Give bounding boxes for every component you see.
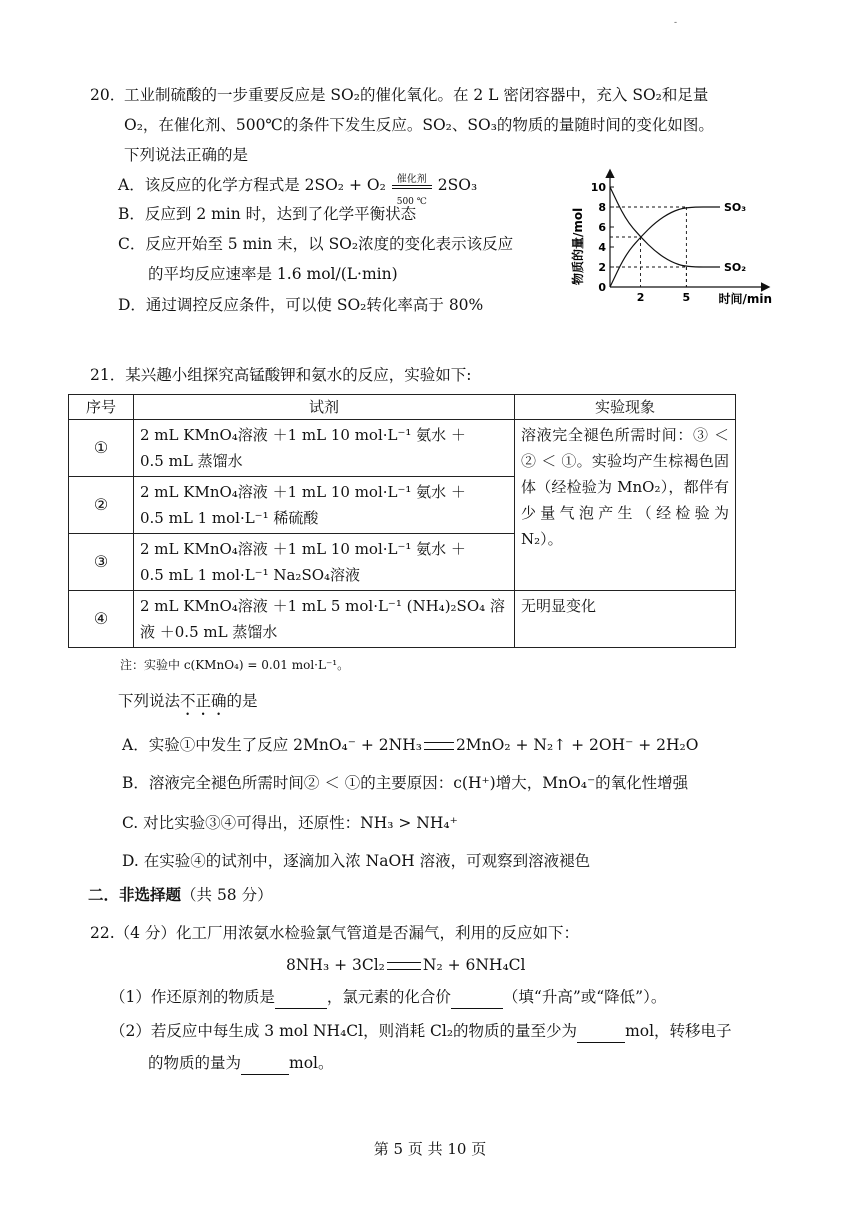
row-number: ①: [69, 420, 134, 477]
catalyst-label: 催化剂: [396, 174, 427, 185]
y-tick-label: 8: [598, 201, 606, 214]
y-tick-label: 10: [590, 181, 606, 194]
answer-blank[interactable]: [241, 1052, 289, 1075]
x-tick-label: 2: [636, 291, 645, 304]
q21-ask-pre: 下列说法: [118, 692, 181, 710]
y-tick-label: 0: [598, 281, 606, 294]
q21-ask-post: 的是: [226, 692, 258, 710]
series-label: SO₂: [724, 261, 747, 274]
q22-part-2-a: （2）若反应中每生成 3 mol NH₄Cl，则消耗 Cl₂的物质的量至少为: [110, 1022, 578, 1040]
q22-part-2-cont: [148, 1052, 334, 1075]
reagent-cell: [134, 591, 515, 648]
answer-blank[interactable]: [451, 986, 503, 1009]
q21-option-c: C. 对比实验③④可得出，还原性：NH₃ > NH₄⁺: [122, 814, 458, 832]
q22-eq-left: 8NH₃ + 3Cl₂: [286, 956, 385, 974]
q21-option-a: [122, 734, 698, 756]
table-note: 注：实验中 c(KMnO₄) = 0.01 mol·L⁻¹。: [120, 658, 350, 672]
phenomenon-cell-4: 无明显变化: [515, 591, 736, 648]
q22-part-1: [110, 986, 666, 1009]
page-footer: 第 5 页 共 10 页: [373, 1140, 487, 1158]
q21-option-a-pre: A．实验①中发生了反应 2MnO₄⁻ + 2NH₃: [122, 736, 422, 754]
header-reagent: 试剂: [134, 395, 515, 420]
header-phenomenon: 实验现象: [515, 395, 736, 420]
q20-option-d: D．通过调控反应条件，可以使 SO₂转化率高于 80%: [118, 296, 484, 314]
x-axis-label: 时间/min: [718, 292, 772, 306]
experiment-table: [68, 394, 736, 648]
q21-option-a-post: 2MnO₂ + N₂↑ + 2OH⁻ + 2H₂O: [455, 736, 699, 754]
q21-option-d: D. 在实验④的试剂中，逐滴加入浓 NaOH 溶液，可观察到溶液褪色: [122, 852, 591, 870]
q22-part-1-b: ，氯元素的化合价: [326, 988, 451, 1006]
q20-option-a: [118, 174, 478, 207]
reagent-cell: [134, 534, 515, 591]
q20-number: 20．: [90, 86, 126, 104]
q20-option-a-suffix: 2SO₃: [437, 176, 478, 194]
temperature-label: 500 ℃: [396, 197, 427, 207]
q20-option-b: B．反应到 2 min 时，达到了化学平衡状态: [118, 205, 417, 223]
q22-equation: [286, 954, 525, 976]
q22-part-1-c: （填“升高”或“降低”）。: [502, 988, 667, 1006]
q22-part-1-a: （1）作还原剂的物质是: [110, 988, 275, 1006]
equals-sign: [387, 962, 421, 970]
row-number: ②: [69, 477, 134, 534]
q21-stem: 21．某兴趣小组探究高锰酸钾和氨水的反应，实验如下:: [90, 366, 472, 384]
answer-blank[interactable]: [577, 1020, 625, 1043]
q22-stem: 22.（4 分）化工厂用浓氨水检验氯气管道是否漏气，利用的反应如下：: [90, 924, 579, 942]
reagent-line: 0.5 mL 蒸馏水: [140, 452, 243, 470]
q20-stem-line2: O₂，在催化剂、500℃的条件下发生反应。SO₂、SO₃的物质的量随时间的变化如图。: [124, 116, 714, 134]
row-number: ③: [69, 534, 134, 591]
reagent-cell: [134, 420, 515, 477]
answer-blank[interactable]: [275, 986, 327, 1009]
reagent-line: 2 mL KMnO₄溶液 ＋1 mL 5 mol·L⁻¹ (NH₄)₂SO₄ 溶: [140, 597, 505, 615]
reagent-cell: [134, 477, 515, 534]
section-2-score: （共 58 分）: [181, 886, 273, 904]
reagent-line: 0.5 mL 1 mol·L⁻¹ Na₂SO₄溶液: [140, 566, 361, 584]
reagent-line: 2 mL KMnO₄溶液 ＋1 mL 10 mol·L⁻¹ 氨水 ＋: [140, 483, 466, 501]
y-axis-label: 物质的量/mol: [571, 207, 585, 285]
so2-so3-chart: [562, 162, 792, 312]
q20-option-c-line1: C．反应开始至 5 min 末，以 SO₂浓度的变化表示该反应: [118, 235, 514, 253]
q21-option-b: B．溶液完全褪色所需时间② ＜ ①的主要原因：c(H⁺)增大，MnO₄⁻的氧化性增强: [122, 774, 689, 792]
q22-eq-right: N₂ + 6NH₄Cl: [422, 956, 526, 974]
q20-stem-line3: 下列说法正确的是: [124, 146, 249, 164]
q21-ask-emphasis: 不正确: [180, 692, 227, 710]
reagent-line: 0.5 mL 1 mol·L⁻¹ 稀硫酸: [140, 509, 319, 527]
y-tick-label: 6: [598, 221, 606, 234]
section-2-heading: [88, 884, 273, 906]
q22-part-2-d: mol。: [289, 1054, 334, 1072]
q21-ask: [118, 690, 258, 719]
series-label: SO₃: [724, 201, 747, 214]
q20-stem-line1: 工业制硫酸的一步重要反应是 SO₂的催化氧化。在 2 L 密闭容器中，充入 SO₂和足量: [124, 86, 709, 104]
row-number: ④: [69, 591, 134, 648]
chart-reference-lines: [610, 207, 686, 287]
q22-part-2-b: mol，转移电子: [625, 1022, 732, 1040]
header-number: 序号: [69, 395, 134, 420]
q20-option-a-prefix: A．该反应的化学方程式是 2SO₂ + O₂: [118, 176, 386, 194]
q20-option-c-line2: 的平均反应速率是 1.6 mol/(L·min): [148, 265, 398, 283]
reagent-line: 2 mL KMnO₄溶液 ＋1 mL 10 mol·L⁻¹ 氨水 ＋: [140, 426, 466, 444]
reagent-line: 液 ＋0.5 mL 蒸馏水: [140, 623, 278, 641]
section-2-title: 二．非选择题: [88, 885, 182, 904]
table-header-row: [69, 395, 736, 420]
phenomenon-cell-1-3: 溶液完全褪色所需时间：③ ＜ ② ＜ ①。实验均产生棕褐色固体（经检验为 MnO₂），都伴有少量气泡产生（经检验为 N₂）。: [515, 420, 736, 591]
y-tick-label: 4: [598, 241, 606, 254]
y-tick-label: 2: [598, 261, 606, 274]
x-tick-label: 5: [682, 291, 691, 304]
reagent-line: 2 mL KMnO₄溶液 ＋1 mL 10 mol·L⁻¹ 氨水 ＋: [140, 540, 466, 558]
q22-part-2-c: 的物质的量为: [148, 1054, 242, 1072]
equals-sign: [424, 742, 454, 750]
chart-series: [610, 187, 720, 287]
catalyst-arrow: [390, 174, 434, 207]
corner-mark: -: [674, 18, 678, 28]
table-row: [69, 420, 736, 477]
table-row: [69, 591, 736, 648]
q22-part-2: [110, 1020, 732, 1043]
